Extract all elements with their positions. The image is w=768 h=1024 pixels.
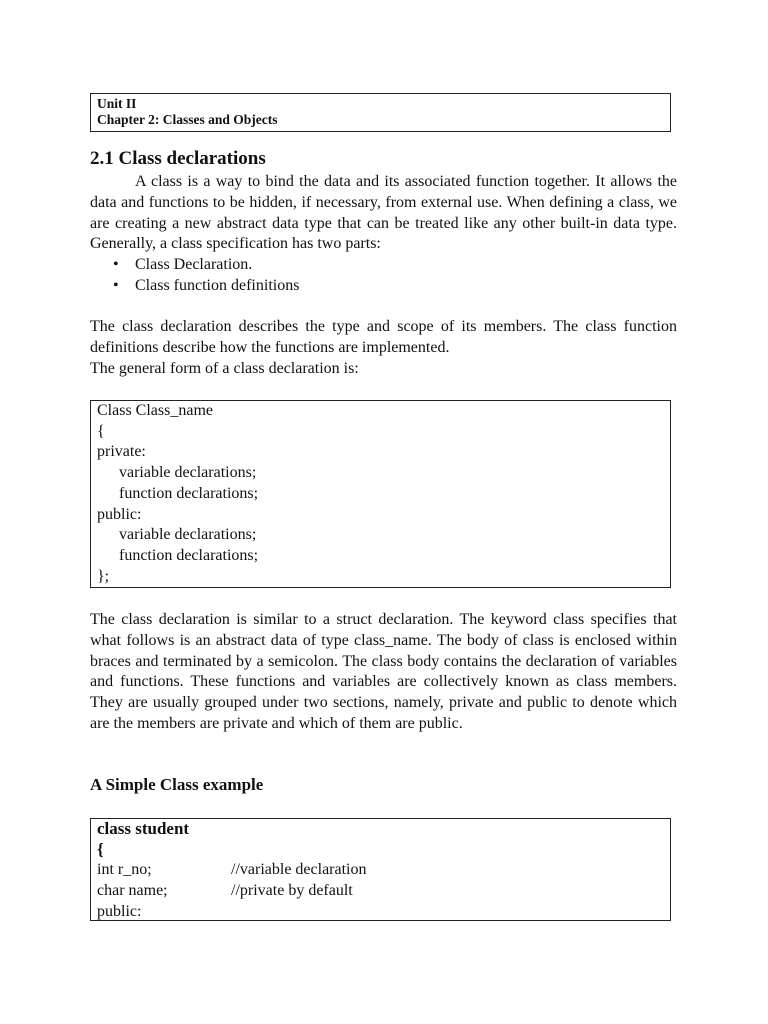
code-line: public: bbox=[97, 505, 142, 523]
scope-paragraph: The class declaration describes the type and scope of its members. The class function definitions describe how the functions are implemented. bbox=[90, 318, 677, 356]
intro-paragraph: A class is a way to bind the data and its associated function together. It allows the data and functions to be hidden, if necessary, from external use. When defining a class, we are creating a new abstract data type that can be treated like any other built-in data type. Generally, a class specification has two parts: bbox=[90, 173, 677, 253]
example-code-box bbox=[90, 818, 671, 921]
code-text: int r_no; bbox=[97, 861, 152, 879]
code-text: { bbox=[97, 839, 104, 859]
code-line: variable declarations; bbox=[119, 526, 257, 544]
code-line: { bbox=[97, 422, 105, 440]
example-heading: A Simple Class example bbox=[90, 775, 264, 794]
code-comment: //variable declaration bbox=[231, 861, 367, 879]
code-text: public: bbox=[97, 902, 142, 920]
code-line bbox=[97, 819, 664, 840]
bullet-icon: • bbox=[113, 256, 119, 273]
code-line: private: bbox=[97, 443, 146, 461]
bullet-icon: • bbox=[113, 277, 119, 294]
parts-list bbox=[90, 254, 299, 296]
general-form-code-box bbox=[90, 400, 671, 588]
code-line bbox=[97, 860, 664, 881]
code-comment: //private by default bbox=[231, 882, 353, 900]
section-title: 2.1 Class declarations bbox=[90, 148, 266, 169]
list-item bbox=[90, 254, 299, 275]
code-line: Class Class_name bbox=[97, 402, 213, 419]
general-form-intro: The general form of a class declaration is: bbox=[90, 360, 359, 377]
code-text: char name; bbox=[97, 882, 168, 900]
code-text: class student bbox=[97, 819, 190, 838]
chapter-label: Chapter 2: Classes and Objects bbox=[97, 112, 278, 127]
code-line: function declarations; bbox=[119, 546, 259, 564]
struct-comparison-paragraph: The class declaration is similar to a struct declaration. The keyword class specifies that what follows is an abstract data of type class_name. The body of class is enclosed within braces and terminated by a semicolon. The class body contains the declaration of variables and functions. These functions and variables are collectively known as class members. They are usually grouped under two sections, namely, private and public to denote which are the members are private and which of them are public. bbox=[90, 611, 677, 732]
code-line: }; bbox=[97, 567, 110, 585]
list-item-text: Class Declaration. bbox=[135, 256, 253, 273]
list-item bbox=[90, 275, 299, 296]
code-line bbox=[97, 902, 664, 921]
code-line bbox=[97, 840, 664, 861]
code-line bbox=[97, 881, 664, 902]
list-item-text: Class function definitions bbox=[135, 277, 300, 294]
unit-label: Unit II bbox=[97, 96, 137, 111]
code-line: variable declarations; bbox=[119, 464, 257, 482]
code-line: function declarations; bbox=[119, 484, 259, 502]
chapter-header-box bbox=[90, 93, 671, 132]
